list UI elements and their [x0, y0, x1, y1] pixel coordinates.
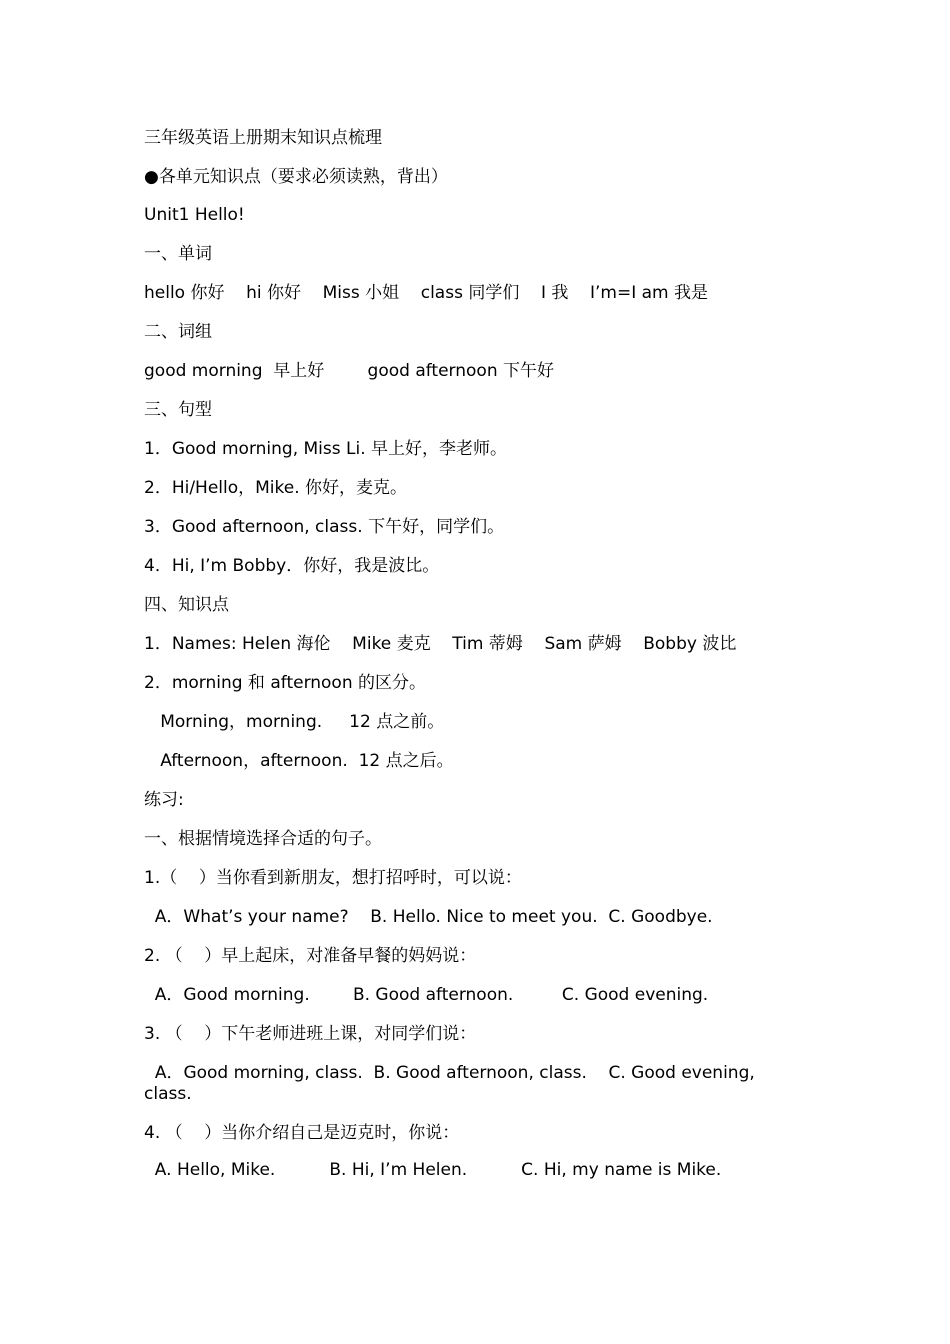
knowledge-item: Afternoon，afternoon. 12 点之后。 — [144, 751, 454, 771]
question-text: 1.（ ）当你看到新朋友，想打招呼时，可以说： — [144, 868, 522, 888]
section-heading-words: 一、单词 — [144, 244, 212, 264]
document-title: 三年级英语上册期末知识点梳理 — [144, 128, 382, 148]
question-options: A. Hello, Mike. B. Hi, I’m Helen. C. Hi, my name is Mike. — [144, 1160, 722, 1180]
sentence-item: 1．Good morning, Miss Li. 早上好，李老师。 — [144, 439, 508, 459]
words-line: hello 你好 hi 你好 Miss 小姐 class 同学们 I 我 I’m=I am 我是 — [144, 283, 709, 303]
sentence-item: 2．Hi/Hello，Mike. 你好，麦克。 — [144, 478, 408, 498]
question-text: 2. （ ）早上起床，对准备早餐的妈妈说： — [144, 946, 477, 966]
knowledge-item: 1．Names: Helen 海伦 Mike 麦克 Tim 蒂姆 Sam 萨姆 Bobby 波比 — [144, 634, 737, 654]
question-options: A．Good morning. B. Good afternoon. C. Good evening. — [144, 985, 709, 1005]
question-text: 4. （ ）当你介绍自己是迈克时，你说： — [144, 1123, 460, 1143]
sentence-item: 4．Hi, I’m Bobby．你好，我是波比。 — [144, 556, 440, 576]
document-subtitle: ●各单元知识点（要求必须读熟，背出） — [144, 167, 448, 187]
question-options: A．Good morning, class. B. Good afternoon, class. C. Good evening, class. — [144, 1063, 761, 1104]
knowledge-item: 2．morning 和 afternoon 的区分。 — [144, 673, 427, 693]
sentence-item: 3．Good afternoon, class. 下午好，同学们。 — [144, 517, 505, 537]
knowledge-item: Morning，morning. 12 点之前。 — [144, 712, 445, 732]
section-heading-phrases: 二、词组 — [144, 322, 212, 342]
section-heading-knowledge: 四、知识点 — [144, 595, 229, 615]
question-text: 3. （ ）下午老师进班上课，对同学们说： — [144, 1024, 477, 1044]
phrases-line: good morning 早上好 good afternoon 下午好 — [144, 361, 555, 381]
practice-heading: 练习: — [144, 790, 184, 810]
practice-subheading: 一、根据情境选择合适的句子。 — [144, 829, 382, 849]
unit-title: Unit1 Hello! — [144, 205, 245, 225]
question-options: A．What’s your name? B. Hello. Nice to meet you. C. Goodbye. — [144, 907, 713, 927]
section-heading-sentences: 三、句型 — [144, 400, 212, 420]
